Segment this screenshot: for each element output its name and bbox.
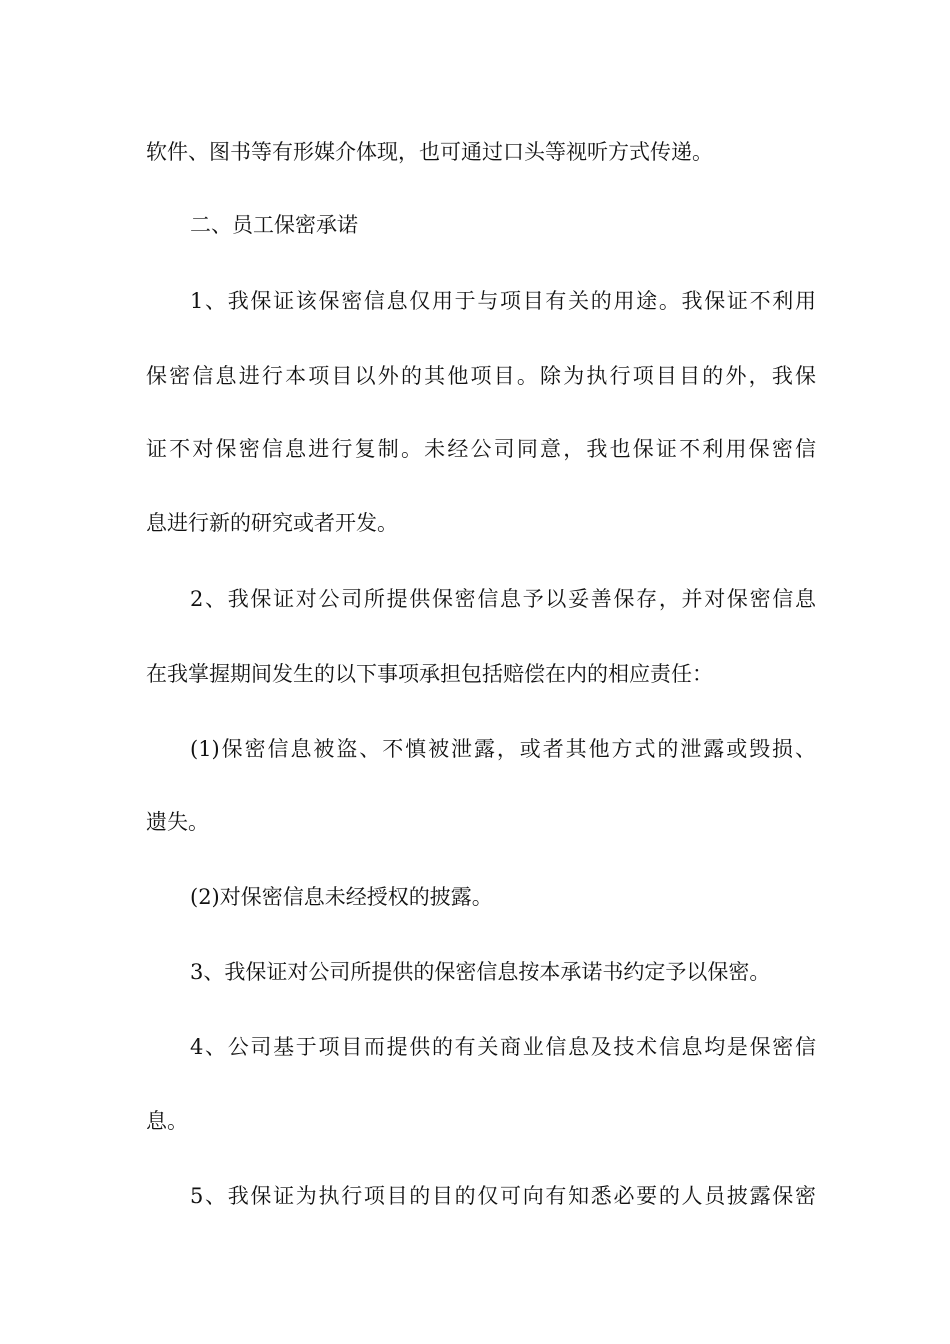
paragraph-line: (2)对保密信息未经授权的披露。 [190, 885, 493, 909]
paragraph-line: 3、我保证对公司所提供的保密信息按本承诺书约定予以保密。 [190, 960, 771, 984]
paragraph-line: 息。 [146, 1109, 188, 1133]
section-heading: 二、员工保密承诺 [190, 213, 358, 237]
paragraph-line: 1、我保证该保密信息仅用于与项目有关的用途。我保证不利用 [190, 289, 816, 313]
paragraph-line: 软件、图书等有形媒介体现，也可通过口头等视听方式传递。 [146, 140, 713, 164]
paragraph-line: 证不对保密信息进行复制。未经公司同意，我也保证不利用保密信 [146, 437, 816, 461]
paragraph-line: 4、公司基于项目而提供的有关商业信息及技术信息均是保密信 [190, 1035, 816, 1059]
paragraph-line: 在我掌握期间发生的以下事项承担包括赔偿在内的相应责任： [146, 662, 713, 686]
paragraph-line: 遗失。 [146, 810, 209, 834]
paragraph-line: 保密信息进行本项目以外的其他项目。除为执行项目目的外，我保 [146, 364, 816, 388]
paragraph-line: (1)保密信息被盗、不慎被泄露，或者其他方式的泄露或毁损、 [190, 737, 816, 761]
paragraph-line: 5、我保证为执行项目的目的仅可向有知悉必要的人员披露保密 [190, 1184, 816, 1208]
paragraph-line: 2、我保证对公司所提供保密信息予以妥善保存，并对保密信息 [190, 587, 816, 611]
paragraph-line: 息进行新的研究或者开发。 [146, 511, 398, 535]
